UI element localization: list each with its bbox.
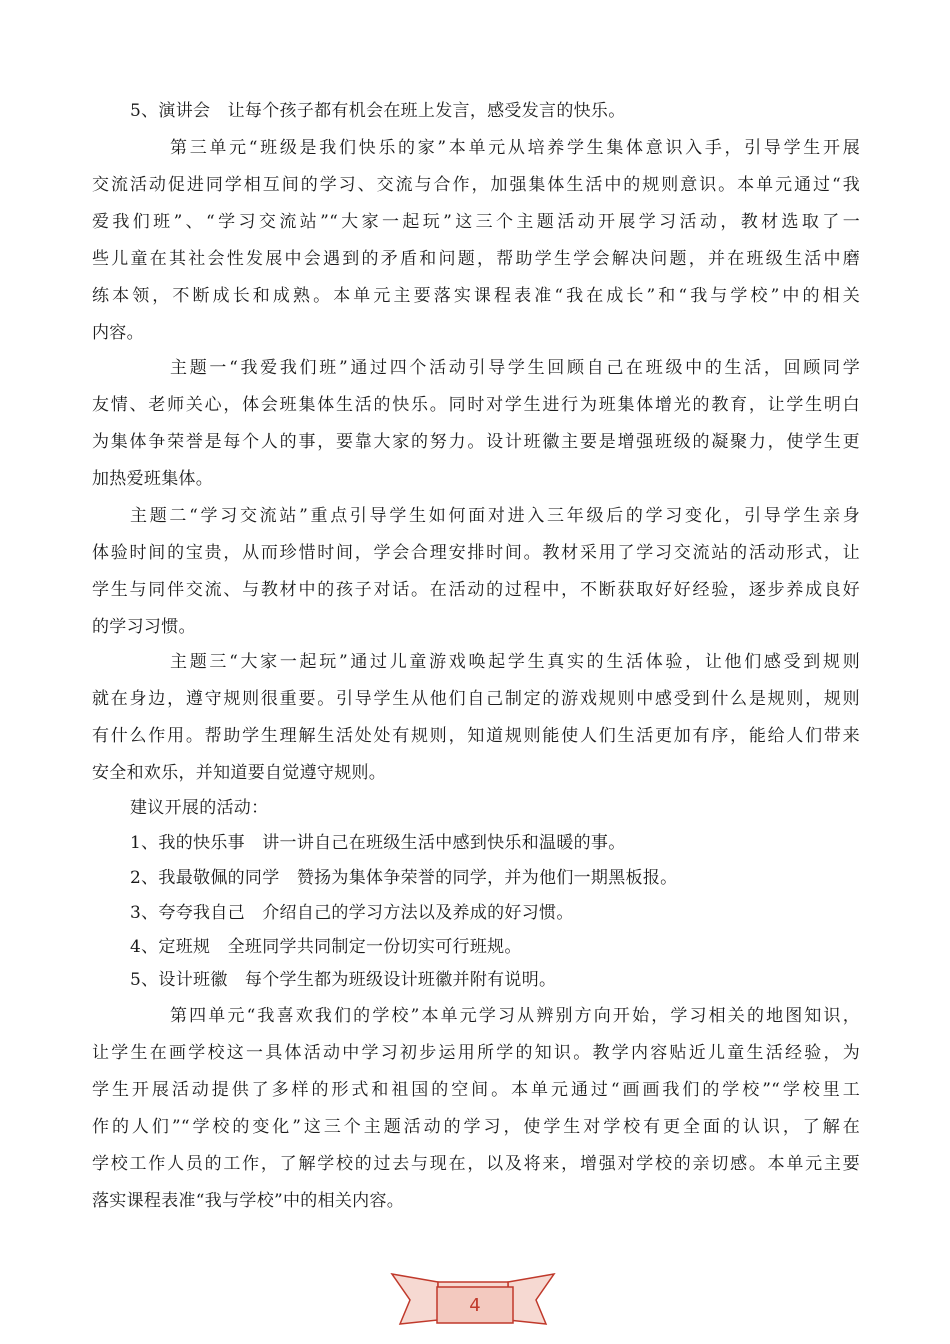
text-line: 安全和欢乐，并知道要自觉遵守规则。	[92, 763, 387, 783]
text-line: 交流活动促进同学相互间的学习、交流与合作，加强集体生活中的规则意识。本单元通过“我	[92, 175, 860, 195]
text-line: 5、演讲会 让每个孩子都有机会在班上发言，感受发言的快乐。	[130, 101, 626, 121]
text-line: 主题一“我爱我们班”通过四个活动引导学生回顾自己在班级中的生活，回顾同学	[170, 358, 860, 378]
text-line: 1、我的快乐事 讲一讲自己在班级生活中感到快乐和温暖的事。	[130, 833, 626, 853]
text-line: 体验时间的宝贵，从而珍惜时间，学会合理安排时间。教材采用了学习交流站的活动形式，让	[92, 543, 860, 563]
text-line: 有什么作用。帮助学生理解生活处处有规则，知道规则能使人们生活更加有序，能给人们带来	[92, 726, 860, 746]
text-line: 学校工作人员的工作，了解学校的过去与现在，以及将来，增强对学校的亲切感。本单元主要	[92, 1154, 860, 1174]
page-number: 4	[469, 1294, 481, 1316]
text-line: 主题二“学习交流站”重点引导学生如何面对进入三年级后的学习变化，引导学生亲身	[130, 506, 860, 526]
text-line: 的学习习惯。	[92, 617, 196, 637]
text-line: 第四单元“我喜欢我们的学校”本单元学习从辨别方向开始，学习相关的地图知识，	[170, 1006, 860, 1026]
text-line: 练本领，不断成长和成熟。本单元主要落实课程表准“我在成长”和“我与学校”中的相关	[92, 286, 860, 306]
text-line: 主题三“大家一起玩”通过儿童游戏唤起学生真实的生活体验，让他们感受到规则	[170, 652, 860, 672]
text-line: 学生与同伴交流、与教材中的孩子对话。在活动的过程中，不断获取好好经验，逐步养成良好	[92, 580, 860, 600]
text-line: 建议开展的活动：	[130, 798, 269, 818]
text-line: 内容。	[92, 323, 144, 343]
text-line: 些儿童在其社会性发展中会遇到的矛盾和问题，帮助学生学会解决问题，并在班级生活中磨	[92, 249, 860, 269]
text-line: 5、设计班徽 每个学生都为班级设计班徽并附有说明。	[130, 970, 557, 990]
text-line: 3、夸夸我自己 介绍自己的学习方法以及养成的好习惯。	[130, 903, 574, 923]
text-line: 爱我们班”、“学习交流站”“大家一起玩”这三个主题活动开展学习活动，教材选取了一	[92, 212, 860, 232]
text-line: 友情、老师关心，体会班集体生活的快乐。同时对学生进行为班集体增光的教育，让学生明白	[92, 395, 860, 415]
text-line: 4、定班规 全班同学共同制定一份切实可行班规。	[130, 937, 522, 957]
text-line: 2、我最敬佩的同学 赞扬为集体争荣誉的同学，并为他们一期黑板报。	[130, 868, 678, 888]
text-line: 落实课程表准“我与学校”中的相关内容。	[92, 1191, 405, 1211]
text-line: 作的人们”“学校的变化”这三个主题活动的学习，使学生对学校有更全面的认识，了解在	[92, 1117, 860, 1137]
text-line: 让学生在画学校这一具体活动中学习初步运用所学的知识。教学内容贴近儿童生活经验，为	[92, 1043, 860, 1063]
text-line: 学生开展活动提供了多样的形式和祖国的空间。本单元通过“画画我们的学校”“学校里工	[92, 1080, 860, 1100]
text-line: 加热爱班集体。	[92, 469, 214, 489]
text-line: 为集体争荣誉是每个人的事，要靠大家的努力。设计班徽主要是增强班级的凝聚力，使学生更	[92, 432, 860, 452]
text-line: 第三单元“班级是我们快乐的家”本单元从培养学生集体意识入手，引导学生开展	[170, 138, 860, 158]
text-line: 就在身边，遵守规则很重要。引导学生从他们自己制定的游戏规则中感受到什么是规则，规则	[92, 689, 860, 709]
